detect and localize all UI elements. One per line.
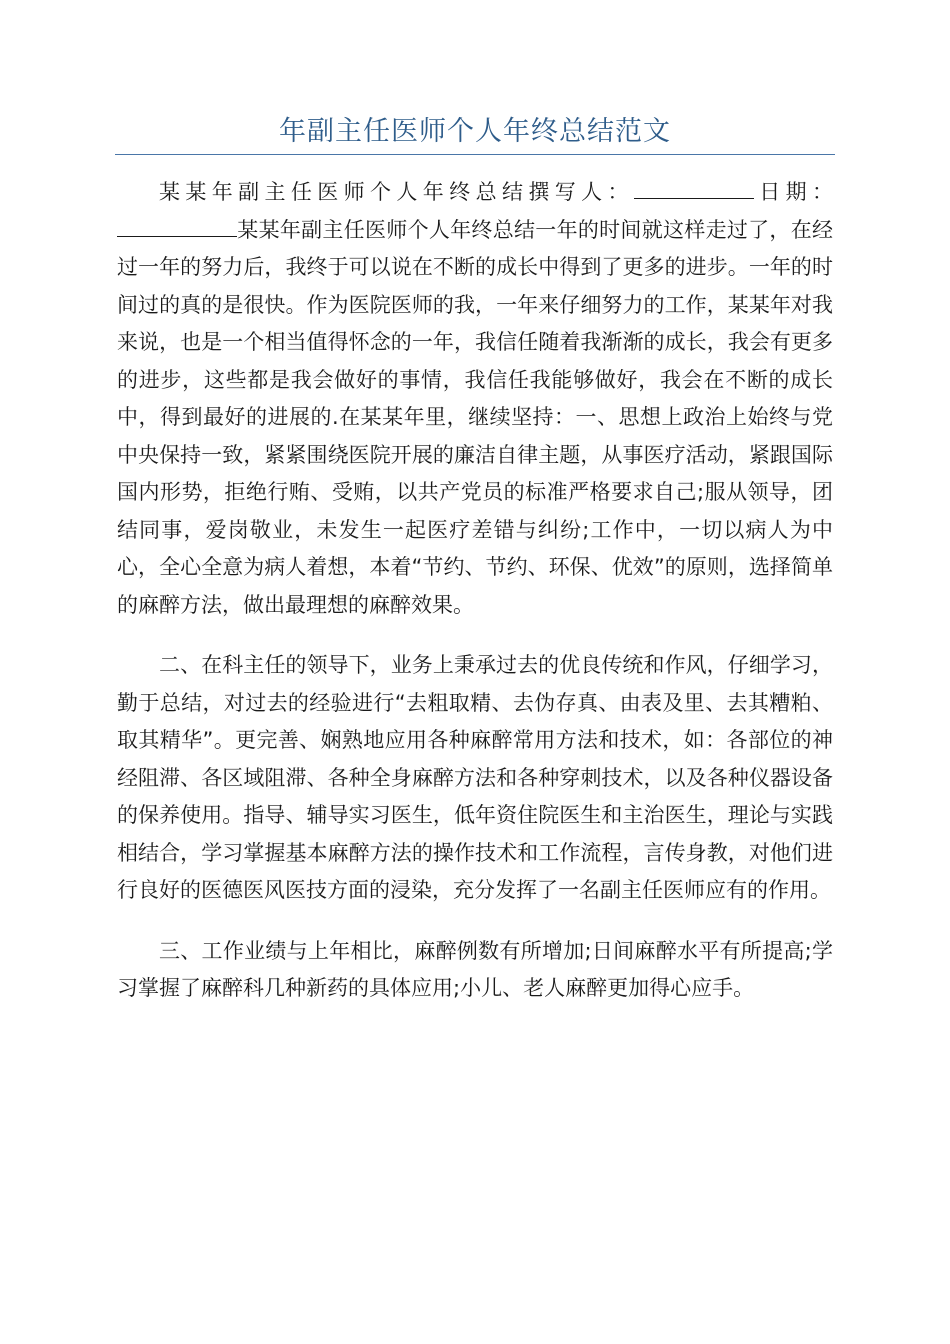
document-body — [117, 174, 833, 1031]
document-title: 年副主任医师个人年终总结范文 — [279, 116, 671, 147]
author-label: 某某年副主任医师个人年终总结撰写人： — [159, 180, 634, 204]
author-blank — [634, 176, 754, 199]
paragraph-2: 二、在科主任的领导下，业务上秉承过去的优良传统和作风，仔细学习，勤于总结，对过去的经验进行“去粗取精、去伪存真、由表及里、去其糟粕、取其精华”。更完善、娴熟地应用各种麻醉常用方法和技术，如：各部位的神经阻滞、各区域阻滞、各种全身麻醉方法和各种穿刺技术，以及各种仪器设备的保养使用。指导、辅导实习医生，低年资住院医生和主治医生，理论与实践相结合，学习掌握基本麻醉方法的操作技术和工作流程，言传身教，对他们进行良好的医德医风医技方面的浸染，充分发挥了一名副主任医师应有的作用。 — [117, 653, 833, 902]
date-label: 日期： — [753, 180, 834, 204]
paragraph-3: 三、工作业绩与上年相比，麻醉例数有所增加;日间麻醉水平有所提高;学习掌握了麻醉科几种新药的具体应用;小儿、老人麻醉更加得心应手。 — [117, 938, 833, 1000]
paragraph-1-text: 某某年副主任医师个人年终总结一年的时间就这样走过了，在经过一年的努力后，我终于可以说在不断的成长中得到了更多的进步。一年的时间过的真的是很快。作为医院医师的我，一年来仔细努力的工作，某某年对我来说，也是一个相当值得怀念的一年，我信任随着我渐渐的成长，我会有更多的进步，这些都是我会做好的事情，我信任我能够做好，我会在不断的成长中，得到最好的进展的.在某某年里，继续坚持：一、思想上政治上始终与党中央保持一致，紧紧围绕医院开展的廉洁自律主题，从事医疗活动，紧跟国际国内形势，拒绝行贿、受贿，以共产党员的标准严格要求自己;服从领导，团结同事，爱岗敬业，未发生一起医疗差错与纠纷;工作中，一切以病人为中心，全心全意为病人着想，本着“节约、节约、环保、优效”的原则，选择简单的麻醉方法，做出最理想的麻醉效果。 — [117, 217, 833, 617]
paragraph-1 — [117, 174, 833, 624]
date-blank — [117, 214, 237, 237]
title-underline — [115, 154, 835, 155]
